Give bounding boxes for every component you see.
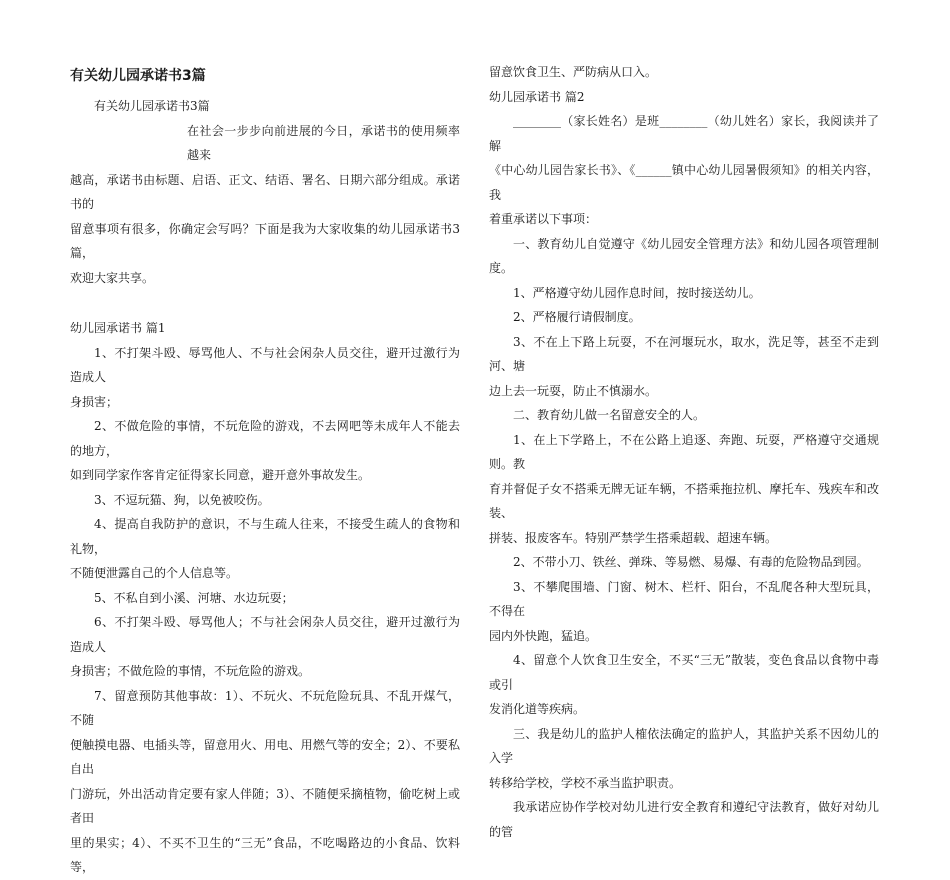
list-item: 1、在上下学路上，不在公路上追逐、奔跑、玩耍，严格遵守交通规则。教: [489, 432, 879, 471]
list-item: 4、提高自我防护的意识，不与生疏人往来，不接受生疏人的食物和礼物，: [70, 517, 460, 556]
list-item: 2、不带小刀、铁丝、弹珠、等易燃、易爆、有毒的危险物品到园。: [513, 555, 869, 569]
document-subtitle: 有关幼儿园承诺书3篇: [94, 99, 210, 113]
list-item: 3、不逗玩猫、狗，以免被咬伤。: [94, 492, 270, 507]
clause-heading: 一、教育幼儿自觉遵守《幼儿园安全管理方法》和幼儿园各项管理制度。: [489, 236, 879, 275]
list-item: 6、不打架斗殴、辱骂他人；不与社会闲杂人员交往，避开过激行为造成人: [70, 615, 460, 654]
intro-line: 越高，承诺书由标题、启语、正文、结语、署名、日期六部分组成。承诺书的: [70, 172, 460, 211]
intro-line: 欢迎大家共享。: [70, 270, 155, 285]
clause-heading: 三、我是幼儿的监护人榷依法确定的监护人，其监护关系不因幼儿的入学: [489, 726, 879, 765]
list-item-continued: 育并督促子女不搭乘无牌无证车辆，不搭乘拖拉机、摩托车、残疾车和改装、: [489, 481, 879, 520]
intro-line: 在社会一步步向前进展的今日，承诺书的使用频率越来: [187, 123, 460, 162]
list-item-continued: 门游玩，外出活动肯定要有家人伴随；3）、不随便采摘植物，偷吃树上或者田: [70, 786, 460, 825]
list-item-continued: 边上去一玩耍，防止不慎溺水。: [489, 383, 658, 398]
list-item: 1、不打架斗殴、辱骂他人、不与社会闲杂人员交往，避开过激行为造成人: [70, 345, 460, 384]
list-item: 2、严格履行请假制度。: [513, 310, 641, 324]
list-item: 4、留意个人饮食卫生安全，不买“三无”散装，变色食品以食物中毒或引: [489, 653, 879, 692]
list-item: 1、严格遵守幼儿园作息时间，按时接送幼儿。: [513, 285, 761, 300]
document-title: 有关幼儿园承诺书3篇: [70, 68, 206, 84]
list-item-continued: 身损害；: [70, 394, 119, 409]
clause-continued: 转移给学校，学校不承当监护职责。: [489, 775, 682, 790]
list-item-continued: 身损害；不做危险的事情，不玩危险的游戏。: [70, 664, 311, 678]
list-item-continued: 发消化道等疾病。: [489, 702, 586, 716]
list-item-continued: 园内外快跑，猛追。: [489, 628, 598, 643]
left-column: [70, 60, 460, 880]
opening-line: 着重承诺以下事项：: [489, 212, 598, 226]
list-item: 3、不攀爬围墙、门窗、树木、栏杆、阳台，不乱爬各种大型玩具，不得在: [489, 579, 879, 618]
carry-over-line: 留意饮食卫生、严防病从口入。: [489, 65, 658, 79]
intro-line: 留意事项有很多，你确定会写吗？下面是我为大家收集的幼儿园承诺书3篇，: [70, 221, 460, 260]
section-heading: 幼儿园承诺书 篇2: [489, 89, 585, 104]
clause-heading: 二、教育幼儿做一名留意安全的人。: [513, 408, 706, 422]
list-item-continued: 如到同学家作客肯定征得家长同意，避开意外事故发生。: [70, 468, 371, 482]
list-item: 3、不在上下路上玩耍，不在河堰玩水，取水，洗足等，甚至不走到河、塘: [489, 334, 879, 373]
list-item: 5、不私自到小溪、河塘、水边玩耍；: [94, 590, 294, 605]
opening-line: 《中心幼儿园告家长书》、《______镇中心幼儿园暑假须知》的相关内容，我: [489, 163, 879, 202]
list-item-continued: 里的果实；4）、不买不卫生的“三无”食品，不吃喝路边的小食品、饮料等，: [70, 835, 460, 874]
opening-line: ________（家长姓名）是班________（幼儿姓名）家长，我阅读并了解: [489, 114, 879, 153]
closing-line: 我承诺应协作学校对幼儿进行安全教育和遵纪守法教育，做好对幼儿的管: [489, 800, 879, 839]
list-item: 2、不做危险的事情，不玩危险的游戏，不去网吧等未成年人不能去的地方，: [70, 419, 460, 458]
list-item-continued: 不随便泄露自己的个人信息等。: [70, 566, 239, 580]
list-item-continued: 便触摸电器、电插头等，留意用火、用电、用燃气等的安全；2）、不要私自出: [70, 737, 460, 776]
section-heading: 幼儿园承诺书 篇1: [70, 321, 166, 335]
right-column: [489, 60, 879, 844]
list-item: 7、留意预防其他事故：1）、不玩火、不玩危险玩具、不乱开煤气，不随: [70, 688, 460, 727]
list-item-continued: 拼装、报废客车。特别严禁学生搭乘超载、超速车辆。: [489, 530, 778, 545]
